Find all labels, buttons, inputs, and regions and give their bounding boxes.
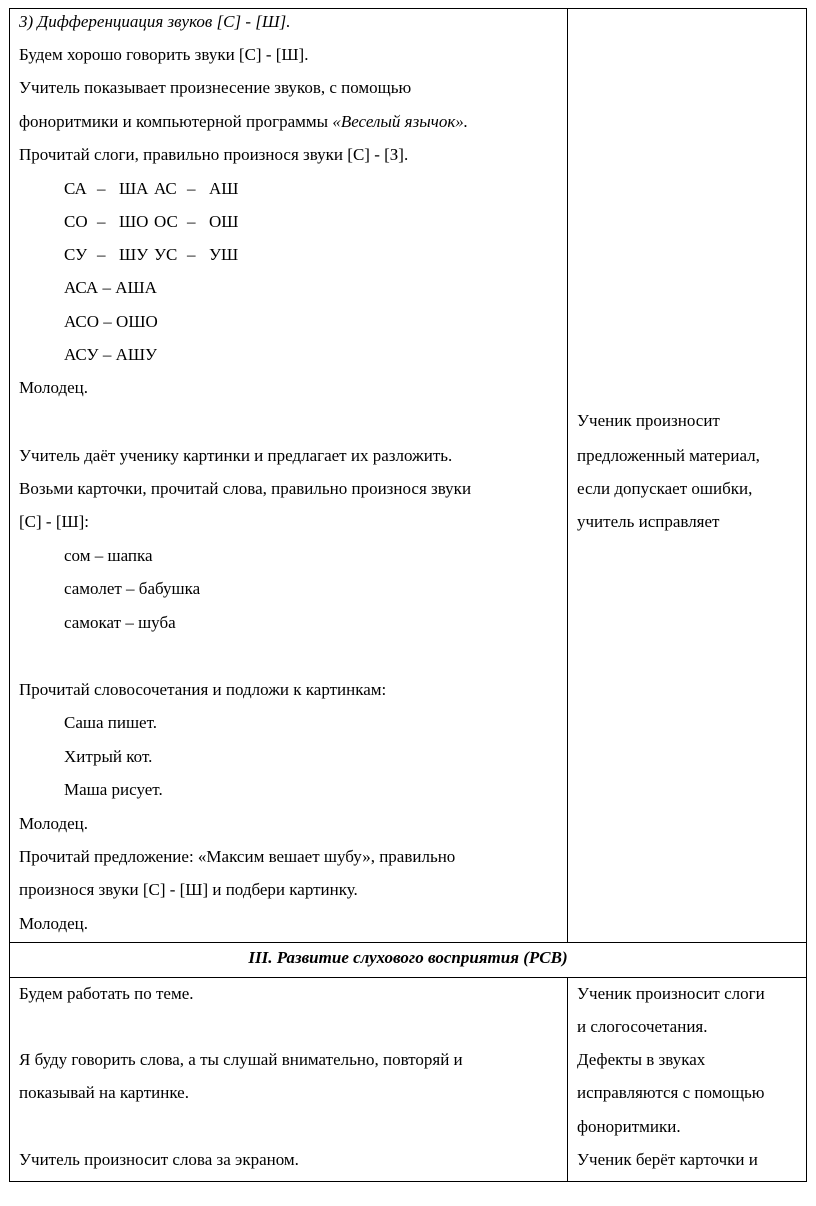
section-title: 3) Дифференциация звуков [С] - [Ш]. <box>19 12 291 31</box>
dash: – <box>97 179 106 198</box>
syllable: СО <box>64 212 88 231</box>
syllable: СУ <box>64 245 88 264</box>
phrases-prompt: Прочитай словосочетания и подложи к картинкам: <box>19 680 387 699</box>
syllable-row <box>64 212 238 232</box>
syllable-row <box>64 179 238 199</box>
student-text: Ученик берёт карточки и <box>577 1150 758 1169</box>
syllable: ОС <box>154 212 178 231</box>
row-divider-1 <box>9 942 807 943</box>
teacher-text: Будем работать по теме. <box>19 984 194 1003</box>
syllable: ШУ <box>119 245 149 264</box>
teacher-text: Учитель произносит слова за экраном. <box>19 1150 299 1169</box>
syllable-pair: АСО – ОШО <box>64 312 158 331</box>
syllable-pair: АСА – АША <box>64 278 157 297</box>
student-note: учитель исправляет <box>577 512 720 531</box>
syllable: АШ <box>209 179 239 198</box>
student-text: фоноритмики. <box>577 1117 681 1136</box>
word-pair: самолет – бабушка <box>64 579 201 598</box>
praise-text: Молодец. <box>19 378 89 397</box>
dash: – <box>187 179 196 198</box>
cards-prompt: Возьми карточки, прочитай слова, правильно произнося звуки <box>19 479 472 498</box>
sentence-prompt: Прочитай предложение: «Максим вешает шубу», правильно <box>19 847 456 866</box>
syllable: СА <box>64 179 87 198</box>
syllables-prompt: Прочитай слоги, правильно произнося звуки [С] - [З]. <box>19 145 409 164</box>
syllable: УС <box>154 245 178 264</box>
dash: – <box>187 212 196 231</box>
text-fragment: фоноритмики и компьютерной программы <box>19 112 333 131</box>
teacher-text: показывай на картинке. <box>19 1083 189 1102</box>
student-note: предложенный материал, <box>577 446 760 465</box>
student-note: Ученик произносит <box>577 411 720 430</box>
word-pair: сом – шапка <box>64 546 153 565</box>
table-border-top <box>9 8 807 9</box>
teacher-text: Я буду говорить слова, а ты слушай внимательно, повторяй и <box>19 1050 463 1069</box>
syllable: АС <box>154 179 177 198</box>
student-text: Дефекты в звуках <box>577 1050 706 1069</box>
row-divider-2 <box>9 977 807 978</box>
text-line <box>19 112 468 132</box>
text-line: Будем хорошо говорить звуки [С] - [Ш]. <box>19 45 309 64</box>
dash: – <box>97 212 106 231</box>
section-heading: III. Развитие слухового восприятия (РСВ) <box>248 948 568 967</box>
cards-prompt: [С] - [Ш]: <box>19 512 90 531</box>
table-border-left <box>9 8 10 1182</box>
word-pair: самокат – шуба <box>64 613 176 632</box>
syllable: ОШ <box>209 212 239 231</box>
dash: – <box>187 245 196 264</box>
syllable: ШО <box>119 212 149 231</box>
syllable: ША <box>119 179 149 198</box>
syllable: УШ <box>209 245 239 264</box>
student-text: исправляются с помощью <box>577 1083 765 1102</box>
program-name: «Веселый язычок». <box>332 112 469 131</box>
dash: – <box>97 245 106 264</box>
table-border-right <box>806 8 807 1182</box>
student-text: и слогосочетания. <box>577 1017 708 1036</box>
phrase: Хитрый кот. <box>64 747 153 766</box>
phrase: Саша пишет. <box>64 713 158 732</box>
column-divider-bottom <box>567 977 568 1182</box>
table-border-bottom <box>9 1181 807 1182</box>
student-text: Ученик произносит слоги <box>577 984 765 1003</box>
sentence-prompt: произнося звуки [С] - [Ш] и подбери картинку. <box>19 880 358 899</box>
column-divider-top <box>567 8 568 942</box>
phrase: Маша рисует. <box>64 780 163 799</box>
syllable-pair: АСУ – АШУ <box>64 345 158 364</box>
student-note: если допускает ошибки, <box>577 479 753 498</box>
syllable-row <box>64 245 238 265</box>
text-line: Учитель показывает произнесение звуков, с помощью <box>19 78 412 97</box>
praise-text: Молодец. <box>19 814 89 833</box>
praise-text: Молодец. <box>19 914 89 933</box>
cards-intro: Учитель даёт ученику картинки и предлагает их разложить. <box>19 446 453 465</box>
